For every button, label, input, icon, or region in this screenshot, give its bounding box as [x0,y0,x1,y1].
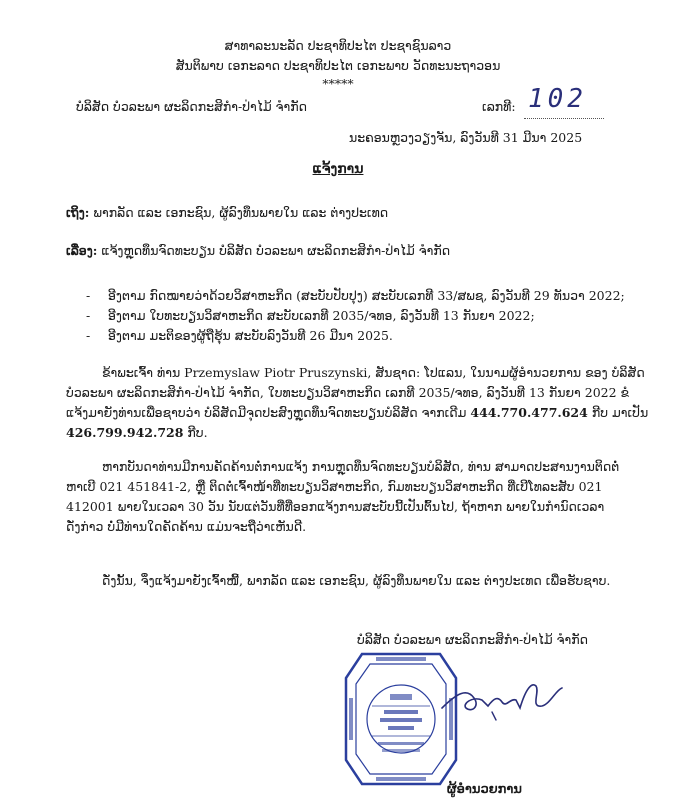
body1-line1-pre: ຂ້າພະເຈົ້າ ທ່ານ [102,365,185,380]
doc-number-underline [524,118,604,119]
body2-line2: ຫາເບີ 021 451841-2, ຫຼື ຕິດຕໍ່ເຈົ້າໜ້າທີ່ທະບຽນວິສາຫະກິດ, ກົມທະບຽນວິສາຫະກິດ ທີ່ເບີໂທລະສັບ 021 [66,479,603,494]
signature-company: ບໍລິສັດ ບໍວລະພາ ຜະລິດກະສິກຳ-ປ່າໄມ້ ຈຳກັດ [357,632,588,647]
closing-sentence: ດັ່ງນັ້ນ, ຈຶ່ງແຈ້ງມາຍັງເຈົ້າໜີ້, ພາກລັດ ແລະ ເອກະຊົນ, ຜູ້ລົງທຶນພາຍໃນ ແລະ ຕ່າງປະເທດ ເພື່ອຮັບຊາບ. [102,573,611,588]
recipient-line [66,205,388,220]
handwritten-signature [432,668,582,728]
to-text: ພາກລັດ ແລະ ເອກະຊົນ, ຜູ້ລົງທຶນພາຍໃນ ແລະ ຕ່າງປະເທດ [93,205,389,220]
body-paragraph-2 [66,457,619,537]
reference-item: ອີງຕາມ ໃບທະບຽນວິສາຫະກິດ ສະບັບເລກທີ 2035/ຈທອ, ລົງວັນທີ 13 ກັນຍາ 2022; [108,308,535,323]
place-date: ນະຄອນຫຼວງວຽງຈັນ, ລົງວັນທີ 31 ມີນາ 2025 [349,130,583,145]
reference-item: ອີງຕາມ ມະຕິຂອງຜູ້ຖືຮຸ້ນ ສະບັບລົງວັນທີ 26 ມີນາ 2025. [108,328,393,343]
body2-line4: ດັ່ງກ່າວ ບໍ່ມີທ່ານໃດຄັດຄ້ານ ແມ່ນຈະຖືວ່າເຫັນດີ. [66,519,307,534]
national-motto: ສັນຕິພາບ ເອກະລາດ ປະຊາທິປະໄຕ ເອກະພາບ ວັດທະນະຖາວອນ [175,58,501,73]
doc-number-handwritten: 102 [528,84,587,114]
person-name: Przemyslaw Piotr Pruszynski [184,365,368,380]
body1-line2: ບໍວລະພາ ຜະລິດກະສິກຳ-ປ່າໄມ້ ຈຳກັດ, ໃບທະບຽນວິສາຫະກິດ ເລກທີ 2035/ຈທອ, ລົງວັນທີ 13 ກັນຍາ 2022 ຂໍ [66,385,630,400]
bullet-2: - [86,308,91,323]
body2-line1: ຫາກບັນດາທ່ານມີການຄັດຄ້ານຕໍ່ການແຈ້ງ ການຫຼຸດທຶນຈົດທະບຽນບໍລິສັດ, ທ່ານ ສາມາດປະສານງານຕິດຕໍ່ [102,459,620,474]
subject-text: ແຈ້ງຫຼຸດທຶນຈົດທະບຽນ ບໍລິສັດ ບໍວລະພາ ຜະລິດກະສິກຳ-ປ່າໄມ້ ຈຳກັດ [101,243,451,258]
header-stars: ***** [322,76,354,91]
old-capital-amount: 444.770.477.624 [470,405,588,420]
signatory-title: ຜູ້ອຳນວຍການ [447,782,522,797]
company-name: ບໍລິສັດ ບໍວລະພາ ຜະລິດກະສິກຳ-ປ່າໄມ້ ຈຳກັດ [76,99,307,114]
body1-line4-post: ກີບ. [183,425,208,440]
bullet-1: - [86,288,91,303]
body1-line3-pre: ແຈ້ງມາຍັງທ່ານເພື່ອຊາບວ່າ ບໍລິສັດມີຈຸດປະສົງຫຼຸດທຶນຈົດທະບຽນບໍລິສັດ ຈາກເດີມ [66,405,471,420]
national-title: ສາທາລະນະລັດ ປະຊາທິປະໄຕ ປະຊາຊົນລາວ [224,38,452,53]
body-paragraph-1 [66,363,648,443]
subject-label: ເລື່ອງ: [66,243,98,258]
new-capital-amount: 426.799.942.728 [66,425,184,440]
doc-number-label: ເລກທີ: [482,99,516,114]
body1-line3-mid: ກີບ ມາເປັນ [587,405,649,420]
document-title: ແຈ້ງການ [312,161,364,177]
bullet-3: - [86,328,91,343]
body2-line3: 412001 ພາຍໃນເວລາ 30 ວັນ ນັບແຕ່ວັນທີ່ທີ່ອອກແຈ້ງການສະບັບນີ້ເປັນຕົ້ນໄປ, ຖ້າຫາກ ພາຍໃນກຳນົດເວລາ [66,499,605,514]
body1-line1-post: , ສັນຊາດ: ໂປແລນ, ໃນນາມຜູ້ອຳນວຍການ ຂອງ ບໍລິສັດ [367,365,645,380]
to-label: ເຖິງ: [66,205,90,220]
subject-line [66,243,450,258]
reference-item: ອີງຕາມ ກົດໝາຍວ່າດ້ວຍວິສາຫະກິດ (ສະບັບປັບປຸງ) ສະບັບເລກທີ 33/ສພຊ, ລົງວັນທີ 29 ທັນວາ 2022; [108,288,625,303]
